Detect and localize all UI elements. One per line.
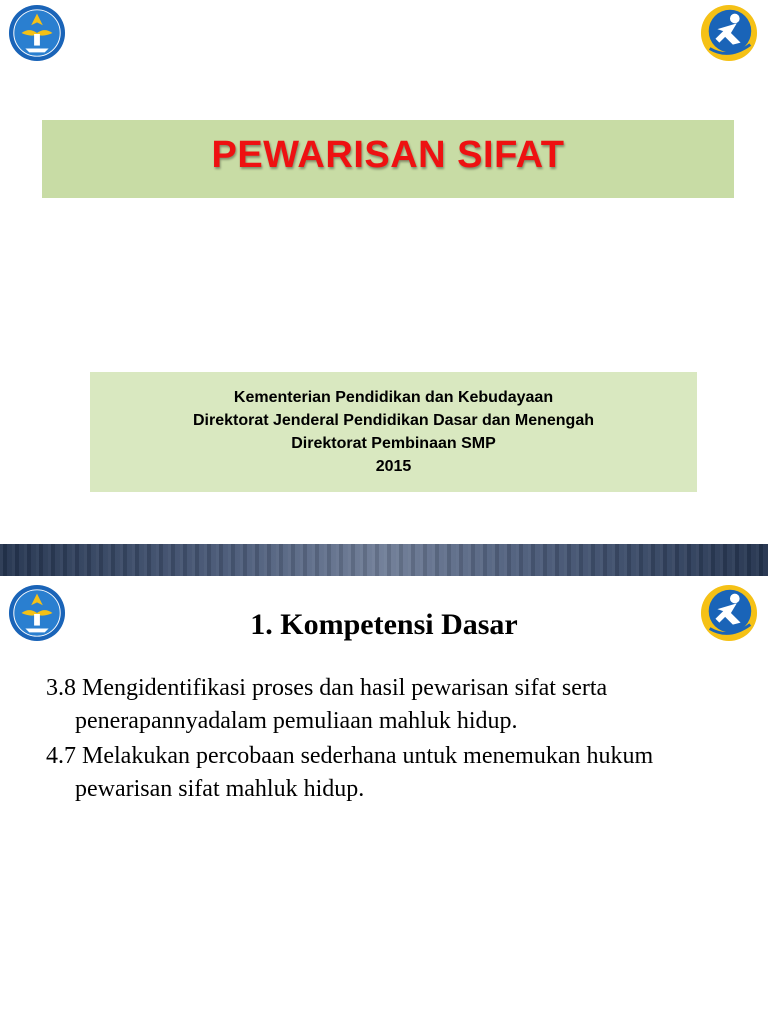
competency-list [46,672,726,808]
slide-2 [0,576,768,1024]
list-item: 4.7 Melakukan percobaan sederhana untuk menemukan hukum pewarisan sifat mahluk hidup. [46,743,654,802]
ministry-line: Kementerian Pendidikan dan Kebudayaan [233,389,554,406]
section-heading: 1. Kompetensi Dasar [250,608,518,641]
year-line: 2015 [375,458,412,475]
slide-divider [0,544,768,576]
directorate-line: Direktorat Pembinaan SMP [291,435,496,452]
kurikulum-2013-logo-icon [700,4,758,62]
list-item: 3.8 Mengidentifikasi proses dan hasil pewarisan sifat serta penerapannyadalam pemuliaan mahluk hidup. [46,675,608,734]
institution-info-box [90,372,697,492]
tut-wuri-handayani-emblem-icon [8,4,66,62]
slide-title: PEWARISAN SIFAT [211,133,565,176]
title-box [42,120,734,198]
directorate-general-line: Direktorat Jenderal Pendidikan Dasar dan Menengah [192,412,594,429]
